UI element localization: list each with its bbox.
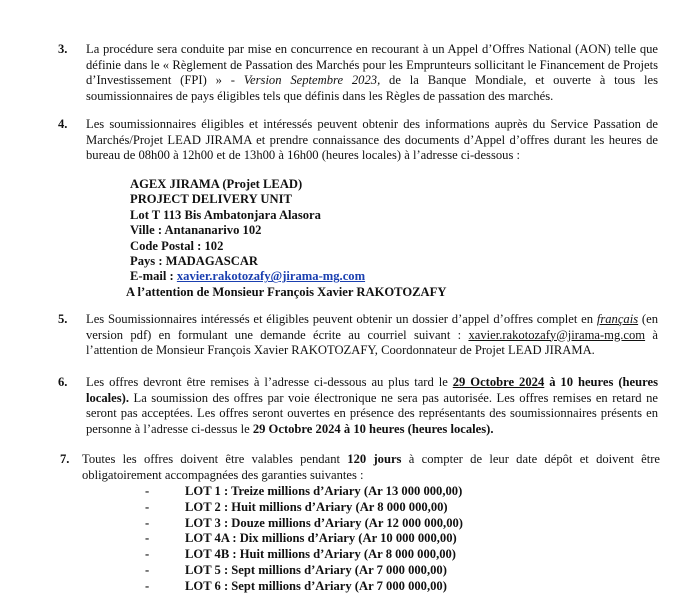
bullet-dash: - bbox=[145, 484, 150, 498]
lot-text: LOT 4B : Huit millions d’Ariary (Ar 8 000 000,00) bbox=[185, 547, 457, 562]
paragraph-text: Les Soumissionnaires intéressés et éligibles peuvent obtenir un dossier d’appel d’offres complet en bbox=[86, 312, 597, 326]
paragraph-3 bbox=[58, 42, 658, 104]
bullet-dash: - bbox=[145, 499, 150, 514]
list-item bbox=[145, 516, 463, 532]
language-italic: français bbox=[596, 312, 639, 326]
item-number: 3. bbox=[58, 42, 68, 56]
paragraph-text: de la Banque Mondiale, et ouverte à tous les soumissionnaires de pays éligibles tels que définis dans les Règles de passation des marchés. bbox=[86, 73, 658, 103]
deadline-date: 29 Octobre 2024 bbox=[452, 375, 545, 389]
paragraph-text: La soumission des offres par voie électronique ne sera pas autorisée. Les offres remises en retard ne seront pas acceptées. Les offres seront ouvertes en présence des représentants des soumissionnaires présents en personne à l’adresse ci-dessus le bbox=[86, 390, 658, 436]
paragraph-text: (en version pdf) en formulant une demande écrite au courriel suivant : bbox=[86, 312, 658, 342]
lot-text: LOT 1 : Treize millions d’Ariary (Ar 13 000 000,00) bbox=[185, 484, 463, 498]
email-link[interactable]: xavier.rakotozafy@jirama-mg.com bbox=[176, 269, 366, 284]
email-label: E-mail : bbox=[130, 269, 177, 284]
attention-line: A l’attention de Monsieur François Xavier RAKOTOZAFY bbox=[126, 284, 447, 299]
list-item bbox=[145, 500, 463, 516]
version-italic: Version Septembre 2023, bbox=[243, 73, 381, 88]
deadline-time: à 10 heures (heures locales). bbox=[86, 375, 658, 405]
paragraph-text: Toutes les offres doivent être valables pendant bbox=[82, 452, 348, 466]
paragraph-text: La procédure sera conduite par mise en concurrence en recourant à un Appel d’Offres National (AON) telle que définie dans le « Règlement de Passation des Marchés pour les Emprunteurs sollicitant le Financement de Projets d’Investissement (FPI) » - bbox=[86, 42, 658, 88]
paragraph-6 bbox=[58, 375, 658, 437]
paragraph-text: à l’attention de Monsieur François Xavier RAKOTOZAFY, Coordonnateur de Projet LEAD JIRAMA. bbox=[86, 327, 658, 358]
address-line: PROJECT DELIVERY UNIT bbox=[130, 192, 292, 207]
paragraph-text: Les offres devront être remises à l’adresse ci-dessous au plus tard le bbox=[86, 375, 453, 389]
item-number: 6. bbox=[58, 375, 68, 389]
paragraph-text: Les soumissionnaires éligibles et intéressés peuvent obtenir des informations auprès du Service Passation de Marchés/Projet LEAD JIRAMA et prendre connaissance des documents d’Appel d’offres durant les heures de bureau de 08h00 à 12h00 et de 13h00 à 16h00 (heures locales) à l’adresse ci-dessous : bbox=[86, 117, 658, 163]
address-line: Pays : MADAGASCAR bbox=[130, 254, 259, 269]
lots-list bbox=[145, 484, 463, 595]
item-number: 5. bbox=[58, 312, 68, 326]
item-number: 4. bbox=[58, 117, 68, 131]
item-number: 7. bbox=[60, 452, 70, 466]
address-line: AGEX JIRAMA (Projet LEAD) bbox=[130, 177, 303, 191]
address-line: Code Postal : 102 bbox=[130, 238, 224, 253]
list-item bbox=[145, 547, 463, 563]
paragraph-7 bbox=[60, 452, 660, 483]
lot-text: LOT 3 : Douze millions d’Ariary (Ar 12 000 000,00) bbox=[185, 515, 463, 530]
bullet-dash: - bbox=[145, 562, 150, 577]
email-link[interactable]: xavier.rakotozafy@jirama-mg.com bbox=[468, 327, 646, 342]
bullet-dash: - bbox=[145, 547, 150, 562]
bullet-dash: - bbox=[145, 531, 150, 546]
lot-text: LOT 2 : Huit millions d’Ariary (Ar 8 000 000,00) bbox=[185, 499, 448, 514]
paragraph-5 bbox=[58, 312, 658, 359]
lot-text: LOT 5 : Sept millions d’Ariary (Ar 7 000 000,00) bbox=[185, 562, 447, 577]
paragraph-4 bbox=[58, 117, 658, 164]
lot-text: LOT 4A : Dix millions d’Ariary (Ar 10 000 000,00) bbox=[185, 531, 457, 546]
list-item bbox=[145, 579, 463, 595]
address-block bbox=[126, 177, 447, 300]
lot-text: LOT 6 : Sept millions d’Ariary (Ar 7 000 000,00) bbox=[185, 578, 447, 593]
validity-days: 120 jours bbox=[347, 452, 402, 466]
bullet-dash: - bbox=[145, 578, 150, 593]
bullet-dash: - bbox=[145, 515, 150, 530]
email-line bbox=[130, 269, 446, 284]
list-item bbox=[145, 563, 463, 579]
list-item bbox=[145, 531, 463, 547]
list-item bbox=[145, 484, 463, 500]
paragraph-text: à compter de leur date dépôt et doivent être obligatoirement accompagnées des garanties suivantes : bbox=[82, 452, 660, 482]
opening-date: 29 Octobre 2024 à 10 heures (heures locales). bbox=[252, 421, 494, 436]
address-line: Ville : Antananarivo 102 bbox=[130, 223, 262, 238]
address-line: Lot T 113 Bis Ambatonjara Alasora bbox=[130, 207, 321, 222]
